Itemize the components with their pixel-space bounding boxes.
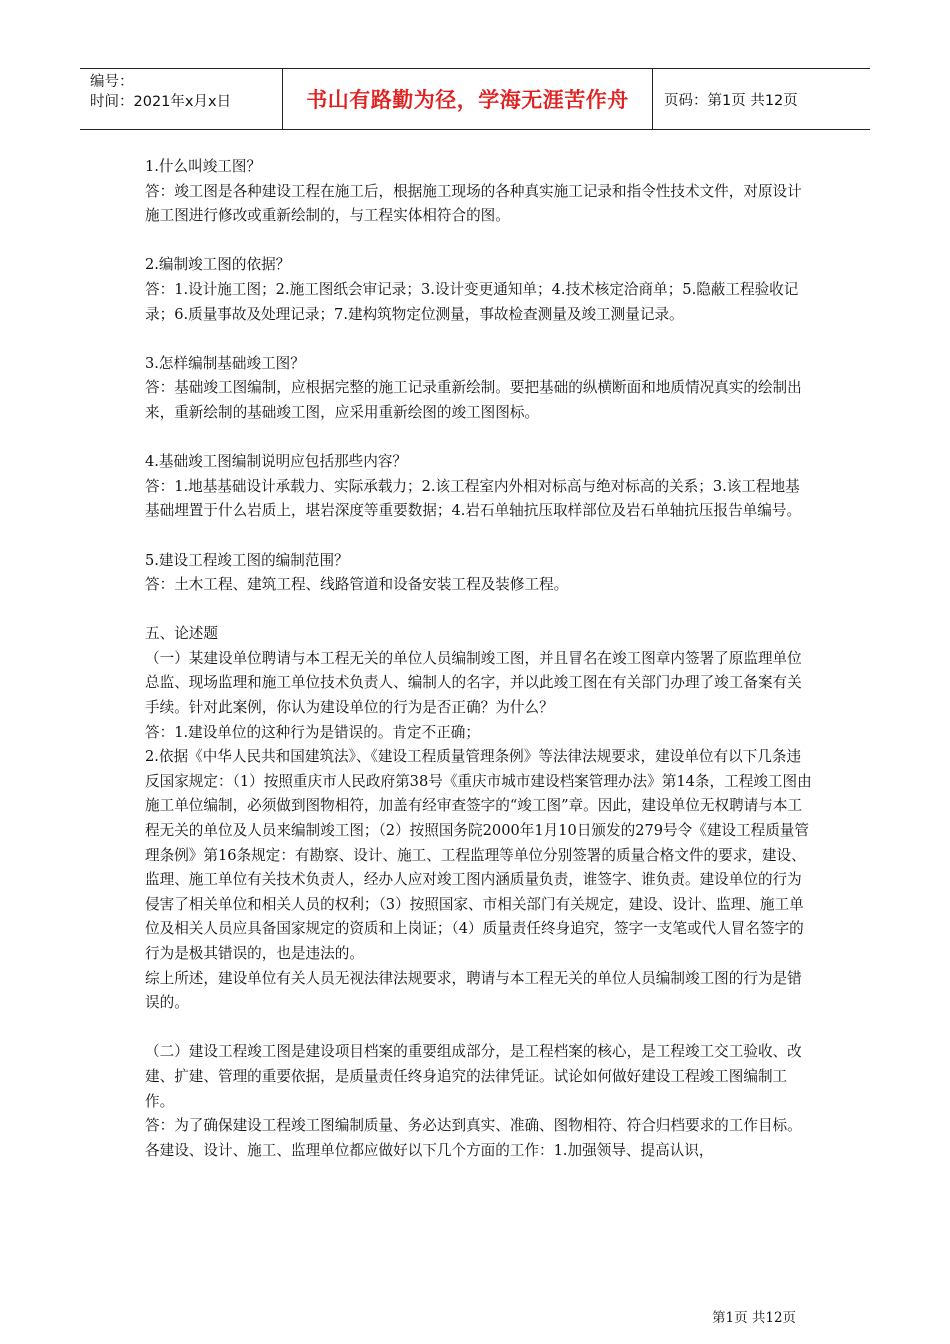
page-footer: 第1页 共12页 [712, 1310, 797, 1326]
case-1-answer-2: 2.依据《中华人民共和国建筑法》、《建设工程质量管理条例》等法律法规要求，建设单位有以下几条违反国家规定：（1）按照重庆市人民政府第38号《重庆市城市建设档案管理办法》第14条，工程竣工图由施工单位编制，必须做到图物相符，加盖有经审查签字的“竣工图”章。因此，建设单位无权聘请与本工程无关的单位及人员来编制竣工图；（2）按照国务院2000年1月10日颁发的279号令《建设工程质量管理条例》第16条规定：有勘察、设计、施工、工程监理等单位分别签署的质量合格文件的要求，建设、监理、施工单位有关技术负责人，经办人应对竣工图内涵质量负责，谁签字、谁负责。建设单位的行为侵害了相关单位和相关人员的权利；（3）按照国家、市相关部门有关规定，建设、设计、监理、施工单位及相关人员应具备国家规定的资质和上岗证；（4）质量责任终身追究，签字一支笔或代人冒名签字的行为是极其错误的，也是违法的。 [145, 748, 812, 962]
answer-3: 答：基础竣工图编制，应根据完整的施工记录重新绘制。要把基础的纵横断面和地质情况真实的绘制出来，重新绘制的基础竣工图，应采用重新绘图的竣工图图标。 [145, 379, 802, 421]
question-1: 1.什么叫竣工图？ [145, 158, 262, 175]
paragraph-gap [145, 598, 813, 623]
section-title-essay: 五、论述题 [145, 625, 218, 643]
answer-5: 答：土木工程、建筑工程、线路管道和设备安装工程及装修工程。 [145, 576, 569, 594]
document-body [145, 155, 813, 1163]
question-5: 5.建设工程竣工图的编制范围？ [145, 551, 349, 569]
paragraph-gap [145, 426, 813, 451]
header-divider-right [652, 69, 653, 129]
case-1-summary: 综上所述，建设单位有关人员无视法律法规要求，聘请与本工程无关的单位人员编制竣工图的行为是错误的。 [145, 969, 802, 1012]
case-1-answer-1: 答：1.建设单位的这种行为是错误的。肯定不正确； [145, 723, 480, 741]
answer-4: 答：1.地基基础设计承载力、实际承载力；2.该工程室内外相对标高与绝对标高的关系；3.该工程地基基础埋置于什么岩质上，堪岩深度等重要数据；4.岩石单轴抗压取样部位及岩石单轴抗压报告单编号。 [145, 477, 802, 520]
paragraph-gap [145, 1016, 813, 1041]
question-2: 2.编制竣工图的依据？ [145, 256, 291, 274]
case-2-question: （二）建设工程竣工图是建设项目档案的重要组成部分，是工程档案的核心，是工程竣工交工验收、改建、扩建、管理的重要依据，是质量责任终身追究的法律凭证。试论如何做好建设工程竣工图编制工作。 [145, 1043, 802, 1110]
document-time-label: 时间：2021年x月x日 [90, 94, 232, 110]
question-4: 4.基础竣工图编制说明应包括那些内容？ [145, 453, 408, 471]
page-header [80, 68, 870, 130]
paragraph-gap [145, 327, 813, 352]
document-number-label: 编号： [90, 74, 134, 90]
question-3: 3.怎样编制基础竣工图？ [145, 354, 305, 372]
header-meta [90, 72, 280, 112]
case-1-question: （一）某建设单位聘请与本工程无关的单位人员编制竣工图，并且冒名在竣工图章内签署了原监理单位总监、现场监理和施工单位技术负责人、编制人的名字，并以此竣工图在有关部门办理了竣工备案有关手续。针对此案例，你认为建设单位的行为是否正确？为什么？ [145, 649, 802, 717]
paragraph-gap [145, 524, 813, 549]
answer-2: 答：1.设计施工图；2.施工图纸会审记录；3.设计变更通知单；4.技术核定洽商单；5.隐蔽工程验收记录；6.质量事故及处理记录；7.建构筑物定位测量，事故检查测量及竣工测量记录。 [145, 280, 799, 323]
header-page-info: 页码：第1页 共12页 [664, 92, 798, 109]
answer-1: 答：竣工图是各种建设工程在施工后，根据施工现场的各种真实施工记录和指令性技术文件，对原设计施工图进行修改或重新绘制的，与工程实体相符合的图。 [145, 182, 802, 225]
paragraph-gap [145, 229, 813, 254]
case-2-answer: 答：为了确保建设工程竣工图编制质量、务必达到真实、准确、图物相符、符合归档要求的工作目标。各建设、设计、施工、监理单位都应做好以下几个方面的工作：1.加强领导、提高认识， [145, 1117, 802, 1159]
header-motto: 书山有路勤为径，学海无涯苦作舟 [306, 88, 629, 112]
